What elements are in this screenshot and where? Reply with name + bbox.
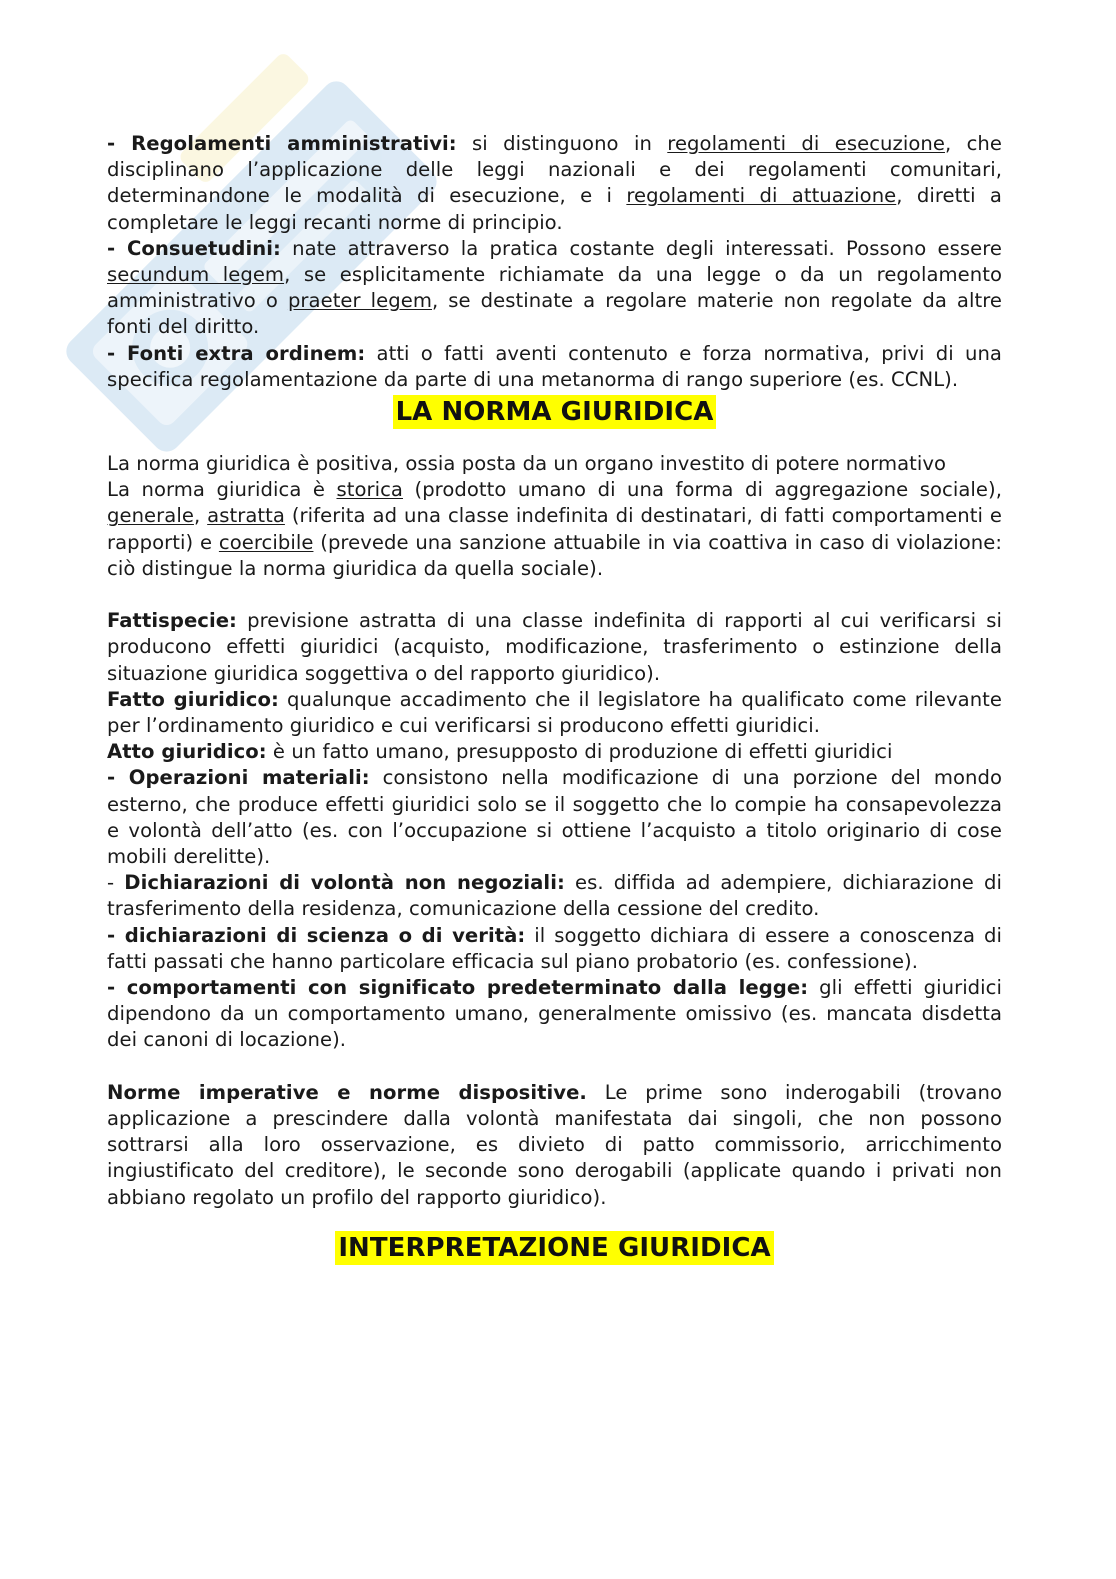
paragraph-norma-positiva: La norma giuridica è positiva, ossia posta da un organo investito di potere normativo <box>107 452 947 476</box>
paragraph-dichiarazioni-scienza: - dichiarazioni di scienza o di verità: il soggetto dichiara di essere a conoscenza di fatti passati che hanno particolare efficacia sul piano probatorio (es. confessione). <box>107 923 1002 973</box>
paragraph-dichiarazioni-volonta: - Dichiarazioni di volontà non negoziali: es. diffida ad adempiere, dichiarazione di trasferimento della residenza, comunicazione della cessione del credito. <box>107 871 1003 921</box>
paragraph-atto-giuridico: Atto giuridico: è un fatto umano, presupposto di produzione di effetti giuridici <box>107 740 893 764</box>
paragraph-spacer <box>107 1054 1002 1080</box>
heading-interpretazione-giuridica: INTERPRETAZIONE GIURIDICA <box>335 1231 773 1265</box>
paragraph-fattispecie: Fattispecie: previsione astratta di una classe indefinita di rapporti al cui verificarsi si producono effetti giuridici (acquisto, modificazione, trasferimento o estinzione della situazione giuridica soggettiva o del rapporto giuridico). <box>107 609 1002 685</box>
paragraph-operazioni-materiali: - Operazioni materiali: consistono nella modificazione di una porzione del mondo esterno, che produce effetti giuridici solo se il soggetto che lo compie ha consapevolezza e volontà dell’atto (es. con l’occupazione si ottiene l’acquisto a titolo originario di cose mobili derelitte). <box>107 766 1002 869</box>
paragraph-fonti-extra-ordinem: - Fonti extra ordinem: atti o fatti aventi contenuto e forza normativa, privi di una specifica regolamentazione da parte di una metanorma di rango superiore (es. CCNL). <box>107 341 1002 391</box>
document-body <box>107 131 1002 1265</box>
heading-norma-giuridica: LA NORMA GIURIDICA <box>393 395 717 429</box>
paragraph-norma-caratteri: La norma giuridica è storica (prodotto umano di una forma di aggregazione sociale), generale, astratta (riferita ad una classe indefinita di destinatari, di fatti comportamenti e rapporti) e coercibile (prevede una sanzione attuabile in via coattiva in caso di violazione: ciò distingue la norma giuridica da quella sociale). <box>107 478 1002 580</box>
paragraph-consuetudini: - Consuetudini: nate attraverso la pratica costante degli interessati. Possono essere secundum legem, se esplicitamente richiamate da una legge o da un regolamento amministrativo o praeter legem, se destinate a regolare materie non regolate da altre fonti del diritto. <box>107 236 1003 339</box>
paragraph-comportamenti: - comportamenti con significato predeterminato dalla legge: gli effetti giuridici dipendono da un comportamento umano, generalmente omissivo (es. mancata disdetta dei canoni di locazione). <box>107 976 1002 1052</box>
paragraph-spacer <box>107 582 1002 608</box>
paragraph-regolamenti: - Regolamenti amministrativi: si distinguono in regolamenti di esecuzione, che disciplinano l’applicazione delle leggi nazionali e dei regolamenti comunitari, determinandone le modalità di esecuzione, e i regolamenti di attuazione, diretti a completare le leggi recanti norme di principio. <box>107 132 1003 234</box>
paragraph-norme-imperative: Norme imperative e norme dispositive. Le prime sono inderogabili (trovano applicazione a prescindere dalla volontà manifestata dai singoli, che non possono sottrarsi alla loro osservazione, es divieto di patto commissorio, arricchimento ingiustificato del creditore), le seconde sono derogabili (applicate quando i privati non abbiano regolato un profilo del rapporto giuridico). <box>107 1080 1002 1209</box>
heading-interpretazione-wrap <box>107 1231 1002 1265</box>
heading-norma-giuridica-wrap <box>107 395 1002 451</box>
paragraph-fatto-giuridico: Fatto giuridico: qualunque accadimento che il legislatore ha qualificato come rilevante per l’ordinamento giuridico e cui verificarsi si producono effetti giuridici. <box>107 687 1002 738</box>
